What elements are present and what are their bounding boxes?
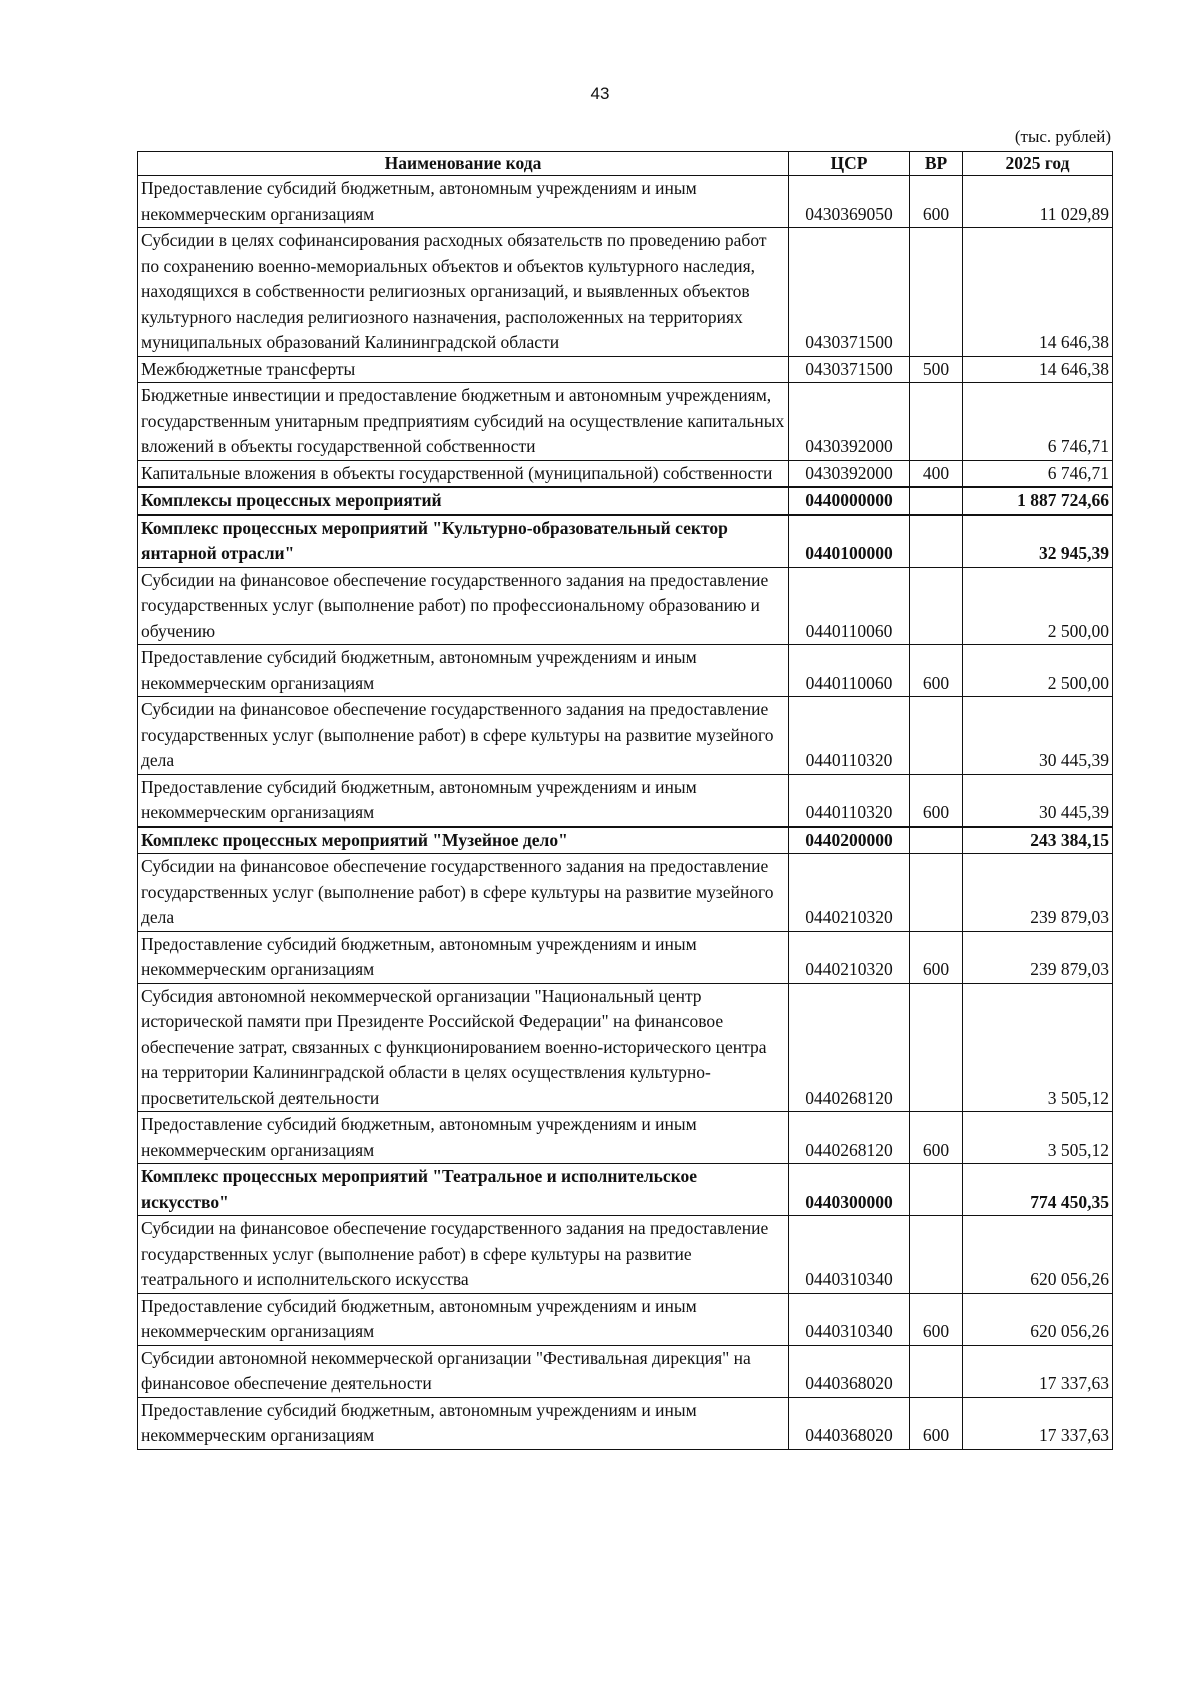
row-name: Предоставление субсидий бюджетным, автономным учреждениям и иным некоммерческим организациям xyxy=(138,1397,789,1449)
row-vr: 600 xyxy=(910,645,963,697)
row-csr: 0440300000 xyxy=(789,1164,910,1216)
table-row xyxy=(138,1216,1113,1294)
row-amount: 774 450,35 xyxy=(963,1164,1113,1216)
table-row xyxy=(138,983,1113,1112)
row-csr: 0440210320 xyxy=(789,931,910,983)
header-csr: ЦСР xyxy=(789,152,910,176)
row-amount: 1 887 724,66 xyxy=(963,487,1113,515)
table-row xyxy=(138,176,1113,228)
page-number: 43 xyxy=(590,84,610,103)
row-csr: 0440110320 xyxy=(789,774,910,827)
header-vr: ВР xyxy=(910,152,963,176)
header-year: 2025 год xyxy=(963,152,1113,176)
row-csr: 0440368020 xyxy=(789,1397,910,1449)
row-vr: 600 xyxy=(910,1112,963,1164)
row-amount: 14 646,38 xyxy=(963,356,1113,383)
row-amount: 2 500,00 xyxy=(963,645,1113,697)
row-vr xyxy=(910,827,963,854)
row-csr: 0440368020 xyxy=(789,1345,910,1397)
table-row xyxy=(138,1345,1113,1397)
table-body xyxy=(138,176,1113,1450)
row-csr: 0440110060 xyxy=(789,567,910,645)
row-vr: 600 xyxy=(910,176,963,228)
row-amount: 2 500,00 xyxy=(963,567,1113,645)
table-row xyxy=(138,1397,1113,1449)
table-row xyxy=(138,1293,1113,1345)
row-amount: 17 337,63 xyxy=(963,1345,1113,1397)
row-csr: 0430392000 xyxy=(789,383,910,461)
row-csr: 0440310340 xyxy=(789,1216,910,1294)
table-row xyxy=(138,515,1113,568)
row-vr xyxy=(910,1345,963,1397)
row-csr: 0440210320 xyxy=(789,854,910,932)
row-name: Субсидии в целях софинансирования расходных обязательств по проведению работ по сохранению военно-мемориальных объектов и объектов культурного наследия, находящихся в собственности религиозных организаций, и выявленных объектов культурного наследия религиозного назначения, расположенных на территориях муниципальных образований Калининградской области xyxy=(138,228,789,357)
row-vr: 500 xyxy=(910,356,963,383)
row-name: Предоставление субсидий бюджетным, автономным учреждениям и иным некоммерческим организациям xyxy=(138,931,789,983)
row-amount: 239 879,03 xyxy=(963,931,1113,983)
row-amount: 243 384,15 xyxy=(963,827,1113,854)
row-amount: 620 056,26 xyxy=(963,1216,1113,1294)
row-vr xyxy=(910,383,963,461)
row-vr xyxy=(910,983,963,1112)
row-vr: 400 xyxy=(910,460,963,487)
row-vr xyxy=(910,228,963,357)
row-csr: 0440310340 xyxy=(789,1293,910,1345)
table-row xyxy=(138,1164,1113,1216)
row-name: Бюджетные инвестиции и предоставление бюджетным и автономным учреждениям, государственным унитарным предприятиям субсидий на осуществление капитальных вложений в объекты государственной собственности xyxy=(138,383,789,461)
row-vr xyxy=(910,854,963,932)
row-vr xyxy=(910,1164,963,1216)
row-amount: 6 746,71 xyxy=(963,460,1113,487)
header-name: Наименование кода xyxy=(138,152,789,176)
row-name: Предоставление субсидий бюджетным, автономным учреждениям и иным некоммерческим организациям xyxy=(138,1293,789,1345)
row-amount: 239 879,03 xyxy=(963,854,1113,932)
budget-table xyxy=(137,151,1113,1450)
row-csr: 0430371500 xyxy=(789,228,910,357)
row-name: Предоставление субсидий бюджетным, автономным учреждениям и иным некоммерческим организациям xyxy=(138,176,789,228)
table-row xyxy=(138,228,1113,357)
row-vr xyxy=(910,487,963,515)
row-amount: 14 646,38 xyxy=(963,228,1113,357)
row-csr: 0440200000 xyxy=(789,827,910,854)
row-csr: 0430369050 xyxy=(789,176,910,228)
row-vr: 600 xyxy=(910,1397,963,1449)
table-header-row xyxy=(138,152,1113,176)
row-csr: 0440100000 xyxy=(789,515,910,568)
row-amount: 30 445,39 xyxy=(963,697,1113,775)
table-row xyxy=(138,697,1113,775)
row-vr xyxy=(910,567,963,645)
table-row xyxy=(138,356,1113,383)
row-name: Межбюджетные трансферты xyxy=(138,356,789,383)
row-name: Предоставление субсидий бюджетным, автономным учреждениям и иным некоммерческим организациям xyxy=(138,774,789,827)
row-amount: 11 029,89 xyxy=(963,176,1113,228)
row-csr: 0440000000 xyxy=(789,487,910,515)
row-name: Предоставление субсидий бюджетным, автономным учреждениям и иным некоммерческим организациям xyxy=(138,645,789,697)
row-name: Капитальные вложения в объекты государственной (муниципальной) собственности xyxy=(138,460,789,487)
table-row xyxy=(138,931,1113,983)
row-csr: 0430392000 xyxy=(789,460,910,487)
table-row xyxy=(138,383,1113,461)
unit-note: (тыс. рублей) xyxy=(1014,127,1111,146)
row-amount: 30 445,39 xyxy=(963,774,1113,827)
row-amount: 32 945,39 xyxy=(963,515,1113,568)
table-row xyxy=(138,460,1113,487)
row-name: Субсидии на финансовое обеспечение государственного задания на предоставление государственных услуг (выполнение работ) в сфере культуры на развитие театрального и исполнительского искусства xyxy=(138,1216,789,1294)
row-csr: 0440110060 xyxy=(789,645,910,697)
row-amount: 3 505,12 xyxy=(963,983,1113,1112)
table-row xyxy=(138,645,1113,697)
row-name: Субсидии автономной некоммерческой организации "Фестивальная дирекция" на финансовое обеспечение деятельности xyxy=(138,1345,789,1397)
row-name: Субсидии на финансовое обеспечение государственного задания на предоставление государственных услуг (выполнение работ) в сфере культуры на развитие музейного дела xyxy=(138,697,789,775)
row-amount: 3 505,12 xyxy=(963,1112,1113,1164)
table-row xyxy=(138,487,1113,515)
row-vr: 600 xyxy=(910,1293,963,1345)
row-name: Комплекс процессных мероприятий "Культурно-образовательный сектор янтарной отрасли" xyxy=(138,515,789,568)
table-row xyxy=(138,567,1113,645)
row-vr xyxy=(910,697,963,775)
row-amount: 620 056,26 xyxy=(963,1293,1113,1345)
row-vr xyxy=(910,1216,963,1294)
row-name: Предоставление субсидий бюджетным, автономным учреждениям и иным некоммерческим организациям xyxy=(138,1112,789,1164)
table-row xyxy=(138,854,1113,932)
row-name: Субсидии на финансовое обеспечение государственного задания на предоставление государственных услуг (выполнение работ) в сфере культуры на развитие музейного дела xyxy=(138,854,789,932)
table-row xyxy=(138,774,1113,827)
row-amount: 6 746,71 xyxy=(963,383,1113,461)
row-csr: 0440268120 xyxy=(789,983,910,1112)
table-row xyxy=(138,827,1113,854)
row-name: Комплексы процессных мероприятий xyxy=(138,487,789,515)
row-vr xyxy=(910,515,963,568)
row-csr: 0440110320 xyxy=(789,697,910,775)
row-name: Комплекс процессных мероприятий "Театральное и исполнительское искусство" xyxy=(138,1164,789,1216)
table-row xyxy=(138,1112,1113,1164)
row-name: Субсидии на финансовое обеспечение государственного задания на предоставление государственных услуг (выполнение работ) по профессиональному образованию и обучению xyxy=(138,567,789,645)
row-name: Субсидия автономной некоммерческой организации "Национальный центр исторической памяти при Президенте Российской Федерации" на финансовое обеспечение затрат, связанных с функционированием военно-исторического центра на территории Калининградской области в целях осуществления культурно-просветительской деятельности xyxy=(138,983,789,1112)
row-name: Комплекс процессных мероприятий "Музейное дело" xyxy=(138,827,789,854)
row-csr: 0440268120 xyxy=(789,1112,910,1164)
row-vr: 600 xyxy=(910,774,963,827)
row-csr: 0430371500 xyxy=(789,356,910,383)
row-vr: 600 xyxy=(910,931,963,983)
row-amount: 17 337,63 xyxy=(963,1397,1113,1449)
